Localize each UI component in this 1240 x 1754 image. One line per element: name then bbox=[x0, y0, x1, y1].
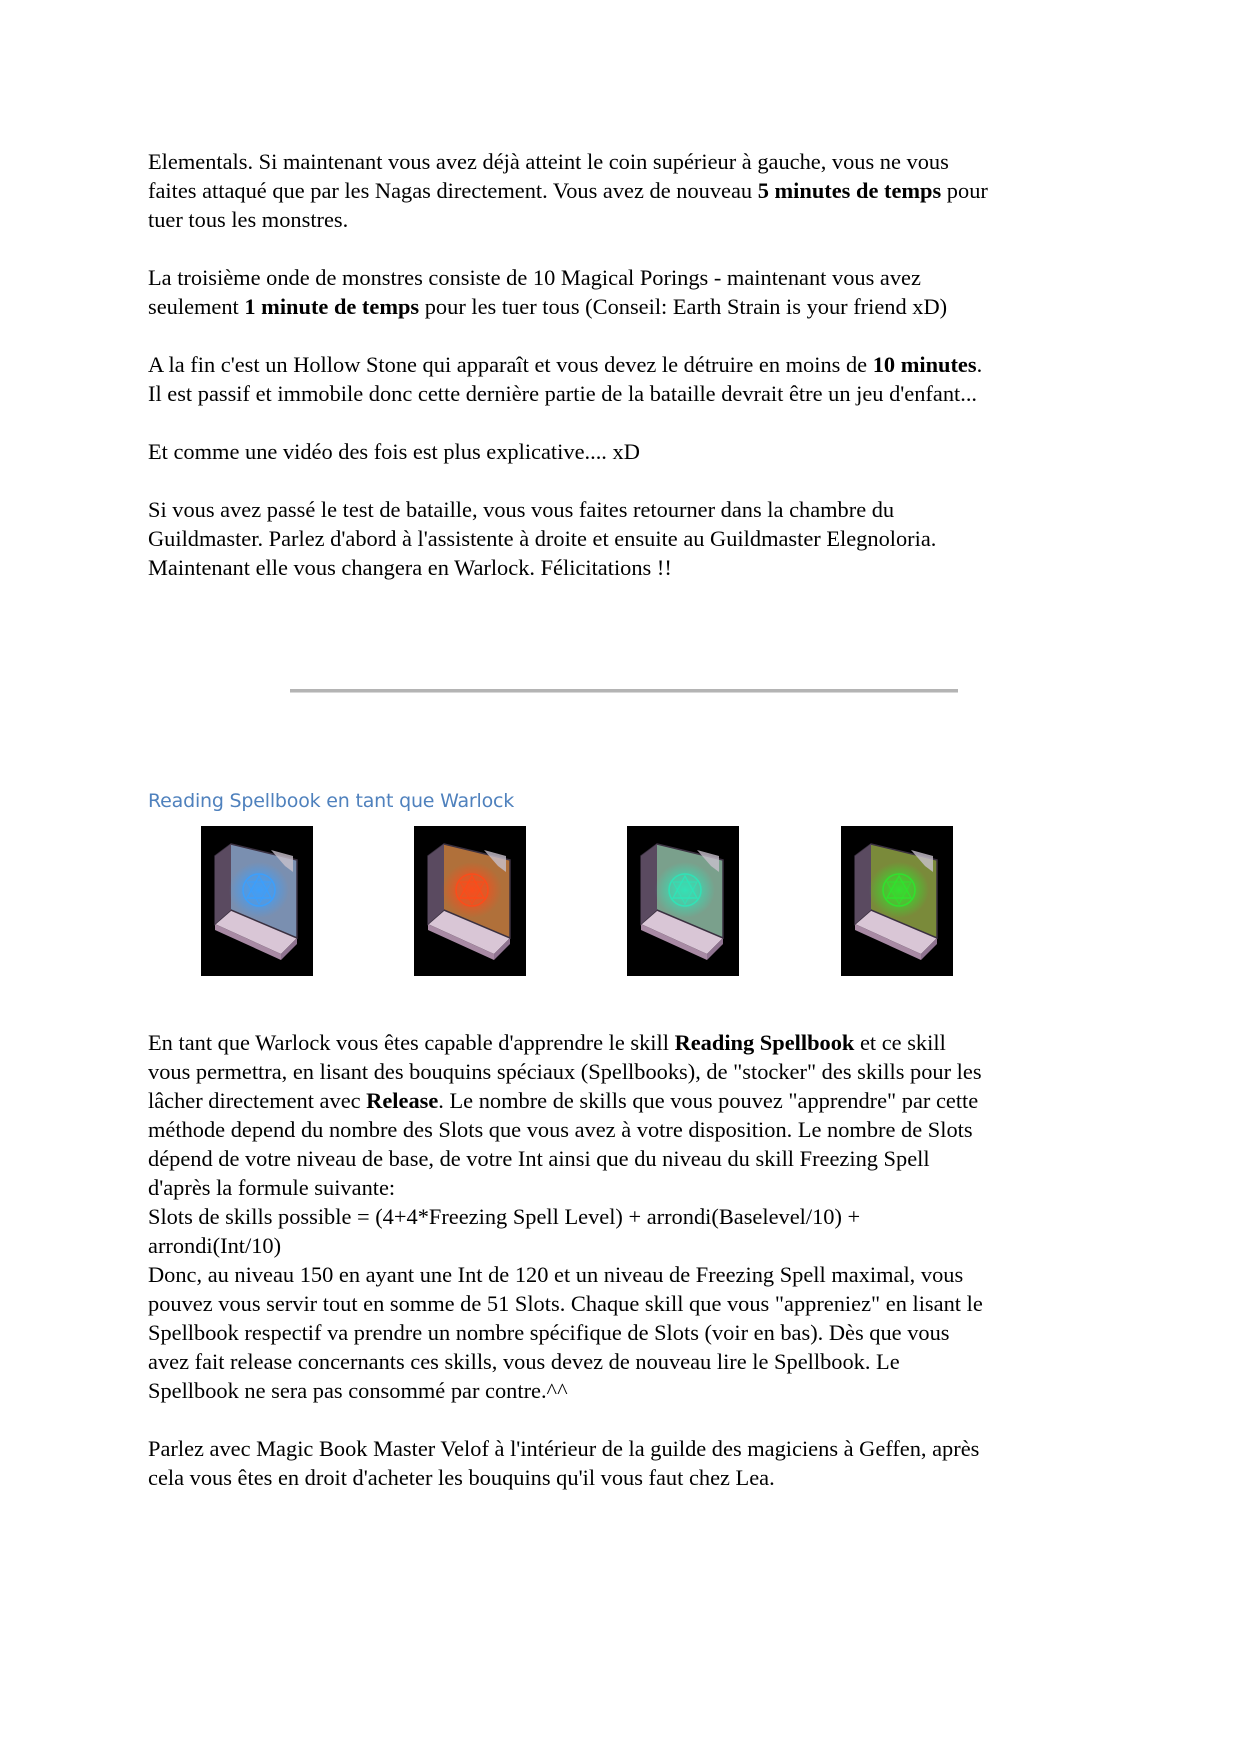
text-line: méthode depend du nombre des Slots que vous avez à votre disposition. Le nombre de Slots bbox=[148, 1117, 973, 1142]
text-line: Slots de skills possible = (4+4*Freezing Spell Level) + arrondi(Baselevel/10) + bbox=[148, 1204, 861, 1229]
section-heading: Reading Spellbook en tant que Warlock bbox=[148, 790, 515, 812]
green-spellbook-icon bbox=[841, 826, 953, 976]
bold-text: Release bbox=[366, 1088, 439, 1113]
red-spellbook-icon bbox=[414, 826, 526, 976]
text-line: A la fin c'est un Hollow Stone qui apparaît et vous devez le détruire en moins de 10 minutes. bbox=[148, 352, 983, 377]
paragraph-hollow-stone bbox=[148, 350, 1108, 408]
text-line: cela vous êtes en droit d'acheter les bouquins qu'il vous faut chez Lea. bbox=[148, 1465, 775, 1490]
text-line: Spellbook respectif va prendre un nombre spécifique de Slots (voir en bas). Dès que vous bbox=[148, 1320, 950, 1345]
paragraph-reading-spellbook bbox=[148, 1028, 1108, 1405]
text-line: avez fait release concernants ces skills, vous devez de nouveau lire le Spellbook. Le bbox=[148, 1349, 900, 1374]
text-line: Et comme une vidéo des fois est plus explicative.... xD bbox=[148, 439, 640, 464]
text-line: faites attaqué que par les Nagas directement. Vous avez de nouveau 5 minutes de temps pour bbox=[148, 178, 988, 203]
text-line: Elementals. Si maintenant vous avez déjà atteint le coin supérieur à gauche, vous ne vous bbox=[148, 149, 949, 174]
text-line: Guildmaster. Parlez d'abord à l'assistente à droite et ensuite au Guildmaster Elegnoloria. bbox=[148, 526, 937, 551]
spellbook-3 bbox=[627, 826, 739, 976]
text-line: Donc, au niveau 150 en ayant une Int de 120 et un niveau de Freezing Spell maximal, vous bbox=[148, 1262, 964, 1287]
text-line: Si vous avez passé le test de bataille, vous vous faites retourner dans la chambre du bbox=[148, 497, 895, 522]
text-line: La troisième onde de monstres consiste de 10 Magical Porings - maintenant vous avez bbox=[148, 265, 921, 290]
paragraph-magical-porings bbox=[148, 263, 1108, 321]
bold-text: Reading Spellbook bbox=[674, 1030, 855, 1055]
paragraph-magic-book-master bbox=[148, 1434, 1108, 1492]
spellbook-4 bbox=[841, 826, 953, 976]
text-line: tuer tous les monstres. bbox=[148, 207, 349, 232]
spellbook-2 bbox=[414, 826, 526, 976]
spellbook-1 bbox=[201, 826, 313, 976]
text-line: pouvez vous servir tout en somme de 51 Slots. Chaque skill que vous "appreniez" en lisant le bbox=[148, 1291, 983, 1316]
text-line: seulement 1 minute de temps pour les tuer tous (Conseil: Earth Strain is your friend xD) bbox=[148, 294, 948, 319]
text-line: arrondi(Int/10) bbox=[148, 1233, 282, 1258]
text-line: lâcher directement avec Release. Le nombre de skills que vous pouvez "apprendre" par cette bbox=[148, 1088, 979, 1113]
text-line: Maintenant elle vous changera en Warlock. Félicitations !! bbox=[148, 555, 672, 580]
blue-spellbook-icon bbox=[201, 826, 313, 976]
text-line: Il est passif et immobile donc cette dernière partie de la bataille devrait être un jeu d'enfant... bbox=[148, 381, 978, 406]
paragraph-guildmaster bbox=[148, 495, 1108, 582]
text-line: En tant que Warlock vous êtes capable d'apprendre le skill Reading Spellbook et ce skill bbox=[148, 1030, 946, 1055]
teal-spellbook-icon bbox=[627, 826, 739, 976]
text-line: dépend de votre niveau de base, de votre Int ainsi que du niveau du skill Freezing Spell bbox=[148, 1146, 930, 1171]
text-line: d'après la formule suivante: bbox=[148, 1175, 396, 1200]
text-line: Spellbook ne sera pas consommé par contre.^^ bbox=[148, 1378, 568, 1403]
paragraph-elementals bbox=[148, 147, 1108, 234]
bold-text: 5 minutes de temps bbox=[757, 178, 942, 203]
bold-text: 1 minute de temps bbox=[244, 294, 420, 319]
paragraph-video bbox=[148, 437, 1108, 466]
bold-text: 10 minutes bbox=[872, 352, 977, 377]
text-line: vous permettra, en lisant des bouquins spéciaux (Spellbooks), de "stocker" des skills pour les bbox=[148, 1059, 982, 1084]
horizontal-divider bbox=[290, 689, 958, 693]
text-line: Parlez avec Magic Book Master Velof à l'intérieur de la guilde des magiciens à Geffen, après bbox=[148, 1436, 980, 1461]
